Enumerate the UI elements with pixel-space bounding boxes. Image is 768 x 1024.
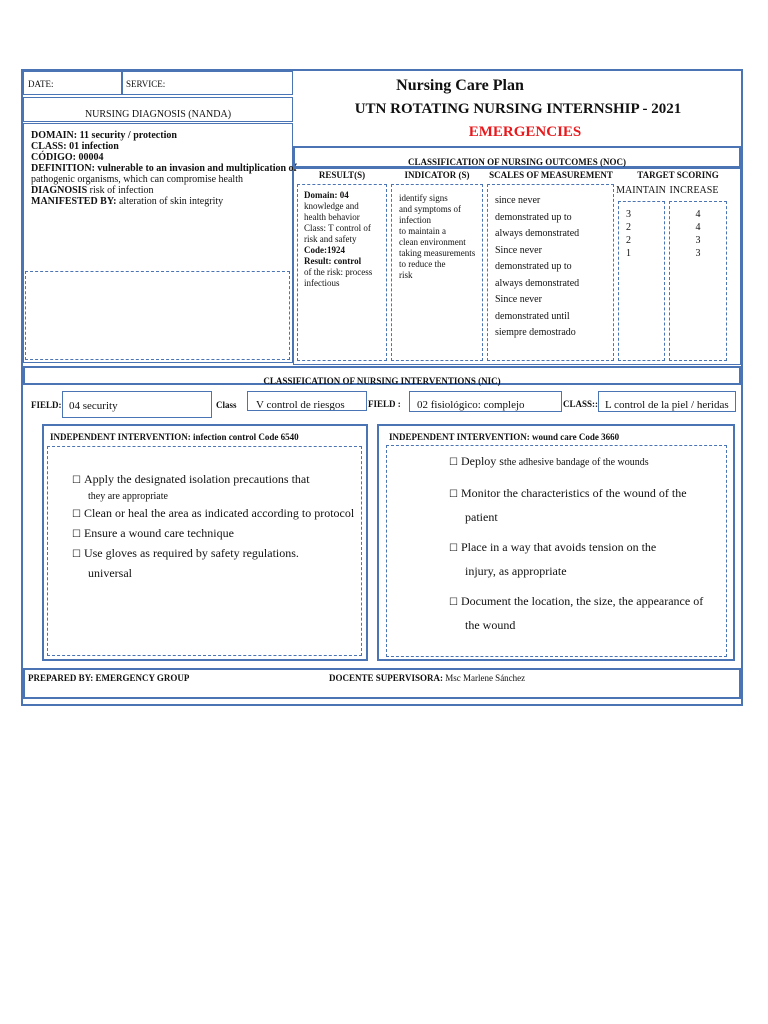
list-item-continued: they are appropriate [88,491,168,502]
definition-continued: pathogenic organisms, which can compromise health [31,174,243,185]
service-cell [122,71,293,95]
result-line-4: risk and safety [304,234,357,244]
field2-label: FIELD : [368,399,401,409]
nic-left-intervention [42,424,368,661]
checkbox-icon: ☐ [72,509,81,520]
manifested-label: MANIFESTED BY: [31,196,117,207]
result-line-6: infectious [304,278,340,288]
class-value: V control de riesgos [247,391,367,411]
noc-col-indicator: INDICATOR (S) [404,170,470,180]
scale-line: siempre demostrado [495,327,576,338]
result-line-2: health behavior [304,212,360,222]
maintain-value: 2 [626,222,631,233]
diagnosis-label: DIAGNOSIS [31,185,88,196]
nic-right-intervention [377,424,735,661]
noc-col-target: TARGET SCORING [637,170,719,180]
result-line-5: of the risk: process [304,267,373,277]
definition-text: vulnerable to an invasion and multiplication of [97,163,297,174]
indicator-line: to reduce the [399,259,446,269]
docente-label: DOCENTE SUPERVISORA: [329,673,443,683]
scale-line: Since never [495,244,542,256]
nanda-class: CLASS: 01 infection [31,141,119,152]
list-item: ☐ Ensure a wound care technique [72,526,234,540]
increase-value: 3 [695,248,701,259]
noc-maintain-label: MAINTAIN [616,185,666,196]
service-label: SERVICE: [126,79,166,89]
result-line-1: knowledge and [304,201,359,211]
indicator-line: infection [399,215,431,225]
indicator-line: and symptoms of [399,204,461,214]
emergencies-label: EMERGENCIES [468,124,582,140]
list-item: ☐ Monitor the characteristics of the wound of the [449,486,687,500]
field-value: 04 security [62,391,212,418]
maintain-value: 3 [626,209,631,220]
class-label: Class [216,400,237,410]
noc-increase-label: INCREASE [669,185,719,196]
scale-line: demonstrated up to [495,261,572,272]
list-item: ☐ Clean or heal the area as indicated according to protocol [72,506,355,520]
list-item-continued: injury, as appropriate [465,564,567,578]
page-subtitle: UTN ROTATING NURSING INTERNSHIP - 2021 [354,101,682,117]
indicator-line: to maintain a [399,226,446,236]
list-item: ☐ Deploy sthe adhesive bandage of the wounds [449,454,649,468]
checkbox-icon: ☐ [72,529,81,540]
result-line-3: Class: T control of [304,223,371,233]
nanda-codigo: CÓDIGO: 00004 [31,152,104,163]
result-domain: Domain: 04 [304,190,349,200]
indicator-line: risk [399,270,413,280]
nic-left-heading: INDEPENDENT INTERVENTION: infection control Code 6540 [50,432,299,442]
checkbox-icon: ☐ [449,543,458,554]
noc-indicator-box [391,184,483,361]
nic-right-heading: INDEPENDENT INTERVENTION: wound care Code 3660 [389,432,620,442]
diagnosis-text: risk of infection [87,185,154,196]
nic-heading: CLASSIFICATION OF NURSING INTERVENTIONS (NIC) [263,376,501,386]
indicator-line: taking measurements [399,248,476,258]
docente-value: Msc Marlene Sánchez [442,673,526,683]
noc-heading: CLASSIFICATION OF NURSING OUTCOMES (NOC) [407,157,627,167]
noc-heading-box [293,146,741,168]
noc-maintain-box [618,201,665,361]
maintain-value: 2 [626,235,631,246]
nic-right-list [449,450,734,636]
list-item: ☐ Use gloves as required by safety regulations. [72,546,299,560]
nic-left-list [72,470,362,582]
scale-line: always demonstrated [495,277,580,289]
nanda-empty-box [25,271,290,360]
result-code: Code:1924 [304,245,345,255]
class2-label: CLASS:: [563,399,599,409]
list-item-continued: patient [465,510,498,524]
nanda-text [31,130,297,207]
increase-value: 3 [695,235,701,246]
checkbox-icon: ☐ [449,457,458,468]
nanda-domain: DOMAIN: 11 security / protection [31,130,177,141]
scale-line: since never [495,195,541,206]
scale-line: always demonstrated [495,228,580,239]
checkbox-icon: ☐ [449,597,458,608]
list-item: ☐ Place in a way that avoids tension on the [449,540,657,554]
scale-line: demonstrated up to [495,211,572,223]
checkbox-icon: ☐ [449,489,458,500]
list-item: ☐ Apply the designated isolation precautions that [72,472,310,486]
noc-col-scales: SCALES OF MEASUREMENT [489,170,613,180]
list-item-continued: universal [88,566,132,580]
increase-value: 4 [695,209,701,220]
noc-result-box [297,184,387,361]
checkbox-icon: ☐ [72,549,81,560]
field-label: FIELD: [31,400,62,410]
indicator-line: clean environment [399,237,466,247]
prepared-by: PREPARED BY: EMERGENCY GROUP [28,673,190,683]
date-cell [23,71,122,95]
docente-supervisora [329,673,525,684]
checkbox-icon: ☐ [72,475,81,486]
nanda-heading-box [23,97,293,122]
nanda-heading: NURSING DIAGNOSIS (NANDA) [84,109,232,120]
increase-value: 4 [695,222,701,233]
noc-increase-box [669,201,727,361]
list-item-continued: the wound [465,618,516,632]
manifested-text: alteration of skin integrity [116,196,224,207]
nic-heading-box [23,366,741,385]
noc-scales-box [487,184,614,361]
list-item: ☐ Document the location, the size, the appearance of [449,594,704,608]
date-label: DATE: [28,79,54,89]
noc-col-result: RESULT(S) [318,170,366,180]
class2-value: L control de la piel / heridas [598,391,736,412]
scale-line: demonstrated until [495,310,570,322]
scale-line: Since never [495,294,542,305]
maintain-value: 1 [626,248,631,259]
definition-label: DEFINITION: [31,163,95,174]
page-title: Nursing Care Plan [396,77,524,94]
indicator-line: identify signs [399,193,448,203]
field2-value: 02 fisiológico: complejo [409,391,562,412]
result-result: Result: control [304,256,362,266]
